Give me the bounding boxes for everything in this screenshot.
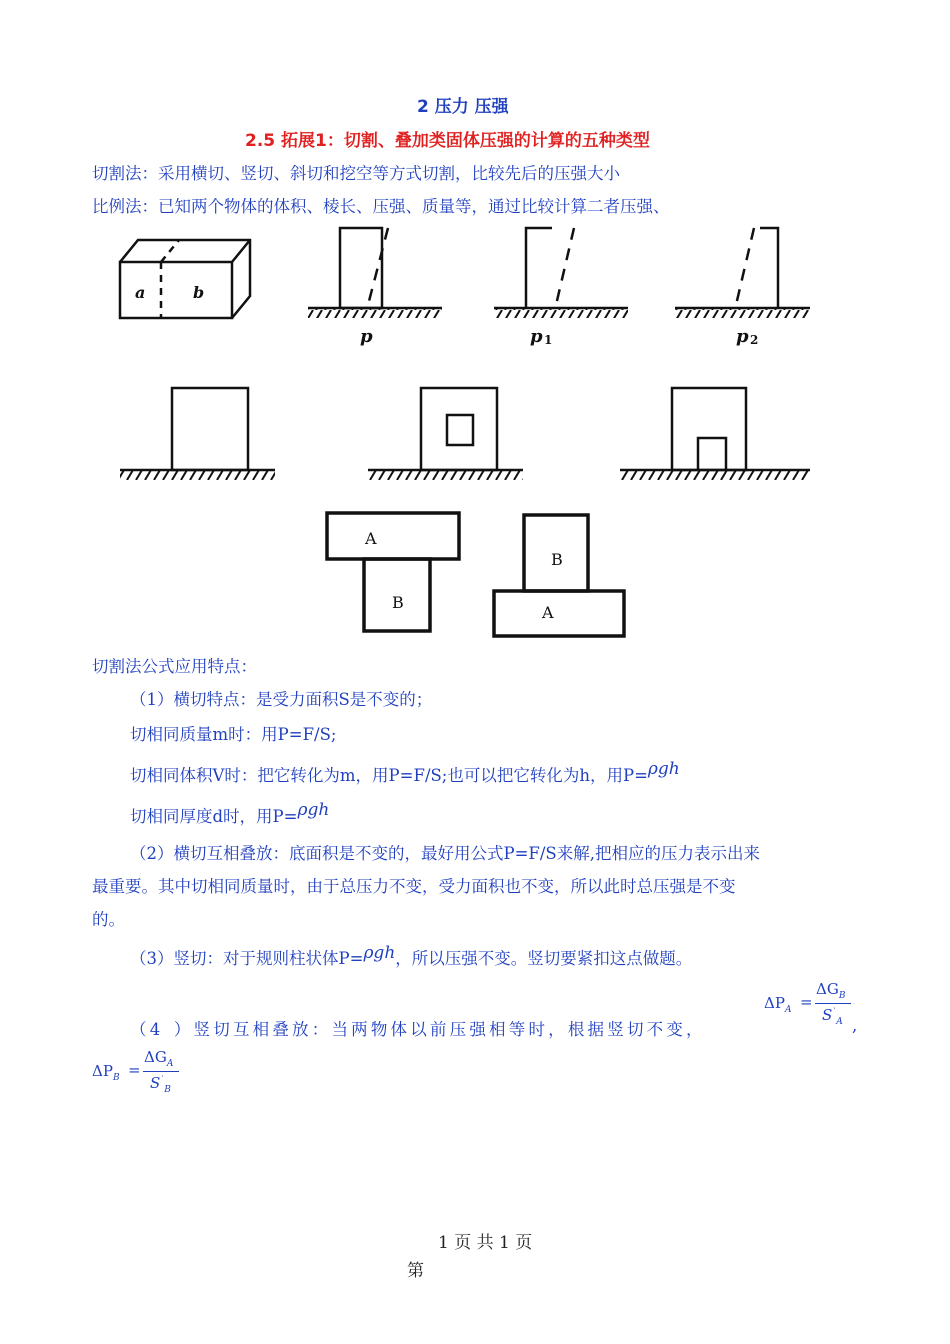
vertical-block-diagonal-cut xyxy=(308,228,442,318)
block-cut-left-part xyxy=(494,228,628,318)
item-1a: 切相同质量m时：用P=F/S; xyxy=(130,725,337,744)
block-cut-right-part xyxy=(675,228,810,318)
item-2-line-1: （2）横切互相叠放：底面积是不变的，最好用公式P=F/S来解,把相应的压力表示出来 xyxy=(130,844,760,863)
stack-a-on-b xyxy=(327,513,459,631)
label-b: b xyxy=(193,283,205,302)
item-1c: 切相同厚度d时，用P=ρgh xyxy=(130,800,330,826)
box-3d-figure xyxy=(120,240,250,318)
label-a: a xyxy=(135,283,146,302)
rho-gh-1: ρgh xyxy=(647,759,680,779)
item-4-comma: , xyxy=(852,1016,858,1035)
stack-b-on-a xyxy=(494,515,624,636)
formula-delta-pa: $\Delta P_A$ = $\Delta G_B$ $S^`_A$ xyxy=(764,978,859,1038)
intro-line-1: 切割法：采用横切、竖切、斜切和挖空等方式切割，比较先后的压强大小 xyxy=(92,164,620,183)
chapter-title: 2 压力 压强 xyxy=(417,97,509,117)
label-p2: p xyxy=(736,326,749,347)
solid-block-figure xyxy=(120,388,275,480)
bottom-hollowed-block-figure xyxy=(620,388,810,480)
formula-delta-pb: $\Delta P_B$ = $\Delta G_A$ $S^`_B$ xyxy=(92,1046,192,1106)
page-count: 1 页 共 1 页 xyxy=(438,1233,533,1253)
hollowed-block-figure xyxy=(368,388,523,480)
stack2-label-A: A xyxy=(542,603,554,622)
item-4: （4 ）竖切互相叠放：当两物体以前压强相等时，根据竖切不变， xyxy=(130,1020,706,1039)
label-p2-sub: 2 xyxy=(750,333,759,347)
item-1b: 切相同体积V时：把它转化为m，用P=F/S;也可以把它转化为h，用P=ρgh xyxy=(130,759,680,785)
label-p1: p xyxy=(530,326,543,347)
stack1-label-A: A xyxy=(365,529,377,548)
label-p1-sub: 1 xyxy=(544,333,553,347)
cutting-figures xyxy=(0,220,950,645)
section-title: 2.5 拓展1：切割、叠加类固体压强的计算的五种类型 xyxy=(245,131,650,151)
intro-line-2: 比例法：已知两个物体的体积、棱长、压强、质量等，通过比较计算二者压强、 xyxy=(92,197,670,216)
item-2-line-3: 的。 xyxy=(92,910,125,929)
label-p: p xyxy=(360,326,373,347)
item-1: （1）横切特点：是受力面积S是不变的； xyxy=(130,690,433,709)
rho-gh-3: ρgh xyxy=(363,943,396,963)
item-2-line-2: 最重要。其中切相同质量时，由于总压力不变，受力面积也不变，所以此时总压强是不变 xyxy=(92,877,736,896)
cutting-heading: 切割法公式应用特点： xyxy=(92,657,257,676)
page-prefix: 第 xyxy=(407,1261,424,1281)
item-3: （3）竖切：对于规则柱状体P=ρgh，所以压强不变。竖切要紧扣这点做题。 xyxy=(130,943,693,968)
rho-gh-2: ρgh xyxy=(297,800,330,820)
stack1-label-B: B xyxy=(392,593,404,612)
stack2-label-B: B xyxy=(551,550,563,569)
